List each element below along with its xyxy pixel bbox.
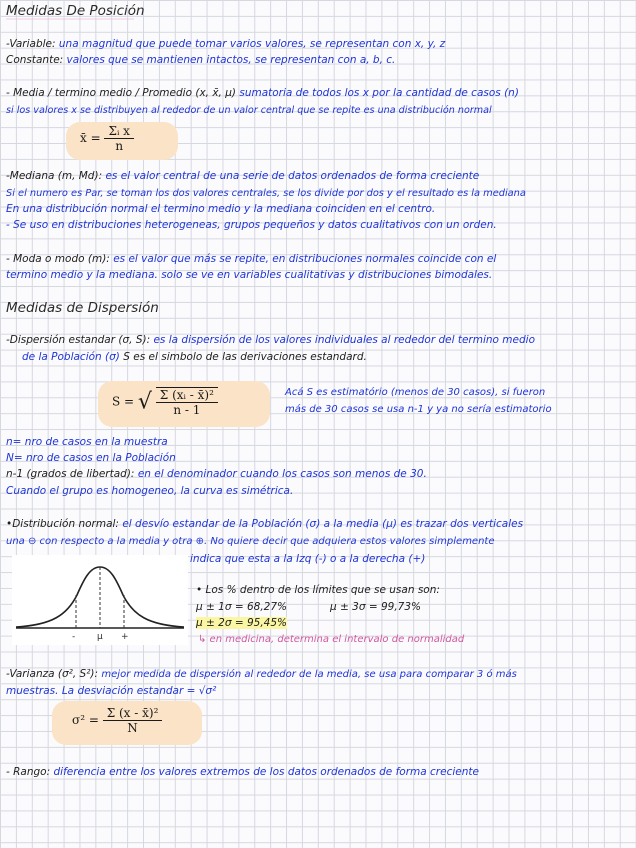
desviacion-side-1: Acá S es estimatório (menos de 30 casos), si fueron <box>285 387 546 398</box>
mediana-line-1 <box>6 170 479 183</box>
distribucion-note: ↳ en medicina, determina el intervalo de normalidad <box>198 634 465 645</box>
media-formula-denominator: n <box>115 139 124 153</box>
desviacion-n1: n= nro de casos en la muestra <box>6 436 168 448</box>
axis-label-plus: + <box>121 632 129 642</box>
desviacion-text-1: es la dispersión de los valores individuales al rededor del termino medio <box>153 334 536 346</box>
dispersion-title: Medidas de Dispersión <box>6 300 159 316</box>
moda-term: - Moda o modo (m): <box>6 253 110 265</box>
distribucion-text-1: el desvío estandar de la Población (σ) a la media (μ) es trazar dos verticales <box>122 518 524 530</box>
varianza-line-1 <box>6 668 517 681</box>
varianza-formula-denominator: N <box>127 721 138 735</box>
axis-label-mu: μ <box>97 632 103 642</box>
varianza-text-1: mejor medida de dispersión al rededor de la media, se usa para comparar 3 ó más <box>101 669 517 680</box>
desviacion-text-2a: de la Población (σ) <box>22 351 120 363</box>
distribucion-p2: μ ± 3σ = 99,73% <box>330 601 421 613</box>
distribucion-line-1 <box>6 518 523 531</box>
desviacion-n3 <box>6 468 427 481</box>
mediana-text-1: es el valor central de una serie de datos ordenados de forma creciente <box>105 170 480 182</box>
desviacion-formula-numerator: Σ (xᵢ - x̄)² <box>156 388 218 403</box>
title-underline <box>6 18 134 20</box>
constante-text: valores que se mantienen intactos, se representan con a, b, c. <box>66 54 396 66</box>
varianza-formula <box>72 706 162 735</box>
media-formula-lhs: x̄ = <box>80 131 101 145</box>
desviacion-formula <box>112 387 218 417</box>
desviacion-side-2: más de 30 casos se usa n-1 y ya no sería estimatorio <box>285 404 552 415</box>
rango-term: - Rango: <box>6 766 51 778</box>
desviacion-n2: N= nro de casos en la Población <box>6 452 176 464</box>
desviacion-formula-lhs: S = <box>112 394 135 409</box>
desviacion-term: -Dispersión estandar (σ, S): <box>6 334 151 346</box>
constante-term: Constante: <box>6 54 64 66</box>
media-formula-fraction <box>104 124 133 153</box>
desviacion-formula-denominator: n - 1 <box>173 403 201 417</box>
media-formula-numerator: Σᵢ x <box>104 124 133 139</box>
variable-line <box>6 38 445 51</box>
distribucion-p3-highlight: μ ± 2σ = 95,45% <box>196 617 287 629</box>
desviacion-n4: Cuando el grupo es homogeneo, la curva es simétrica. <box>6 485 294 497</box>
varianza-term: -Varianza (σ², S²): <box>6 668 99 680</box>
desviacion-line-1 <box>6 334 535 347</box>
mediana-line-3: En una distribución normal el termino medio y la mediana coinciden en el centro. <box>6 203 436 215</box>
variable-term: -Variable: <box>6 38 56 50</box>
varianza-formula-fraction <box>103 706 163 735</box>
media-line-1 <box>6 87 519 100</box>
axis-label-minus: - <box>72 632 76 642</box>
variable-text: una magnitud que puede tomar varios valores, se representan con x, y, z <box>58 38 446 50</box>
distribucion-p3 <box>196 617 287 630</box>
varianza-formula-numerator: Σ (x - x̄)² <box>103 706 163 721</box>
distribucion-term: •Distribución normal: <box>6 518 119 530</box>
media-line-2: si los valores x se distribuyen al rededor de un valor central que se repite es una distribución normal <box>6 105 492 116</box>
desviacion-formula-fraction <box>156 387 218 417</box>
moda-text-1: es el valor que más se repite, en distribuciones normales coincide con el <box>113 253 497 265</box>
mediana-line-2: Si el numero es Par, se toman los dos valores centrales, se los divide por dos y el resultado es la mediana <box>6 188 526 199</box>
varianza-formula-lhs: σ² = <box>72 713 99 727</box>
sqrt-symbol: √ <box>137 389 152 415</box>
constante-line <box>6 54 395 67</box>
desviacion-n3-term: n-1 (grados de libertad): <box>6 468 135 480</box>
desviacion-text-2b: S es el simbolo de las derivaciones estandard. <box>123 351 367 363</box>
mediana-term: -Mediana (m, Md): <box>6 170 103 182</box>
media-text-1: sumatoria de todos los x por la cantidad de casos (n) <box>239 87 519 99</box>
media-formula <box>80 124 134 153</box>
moda-line-2: termino medio y la mediana. solo se ve en variables cualitativas y distribuciones bimodales. <box>6 269 493 281</box>
page-title: Medidas De Posición <box>6 3 145 19</box>
distribucion-bullet: • Los % dentro de los límites que se usan son: <box>196 584 440 596</box>
distribucion-line-2: una ⊖ con respecto a la media y otra ⊕. No quiere decir que adquiera estos valores simplemente <box>6 536 495 547</box>
desviacion-line-2 <box>22 351 367 364</box>
distribucion-line-3: indica que esta a la Izq (-) o a la derecha (+) <box>190 553 426 565</box>
mediana-line-4: - Se uso en distribuciones heterogeneas, grupos pequeños y datos cualitativos con un orden. <box>6 219 497 231</box>
distribucion-p1: μ ± 1σ = 68,27% <box>196 601 287 613</box>
varianza-line-2: muestras. La desviación estandar = √σ² <box>6 685 217 697</box>
desviacion-n3-text: en el denominador cuando los casos son menos de 30. <box>137 468 427 480</box>
moda-line-1 <box>6 253 496 266</box>
normal-distribution-diagram <box>12 555 188 645</box>
rango-line <box>6 766 479 779</box>
rango-text: diferencia entre los valores extremos de los datos ordenados de forma creciente <box>53 766 479 778</box>
media-term: - Media / termino medio / Promedio (x, x̄, μ) <box>6 87 236 99</box>
